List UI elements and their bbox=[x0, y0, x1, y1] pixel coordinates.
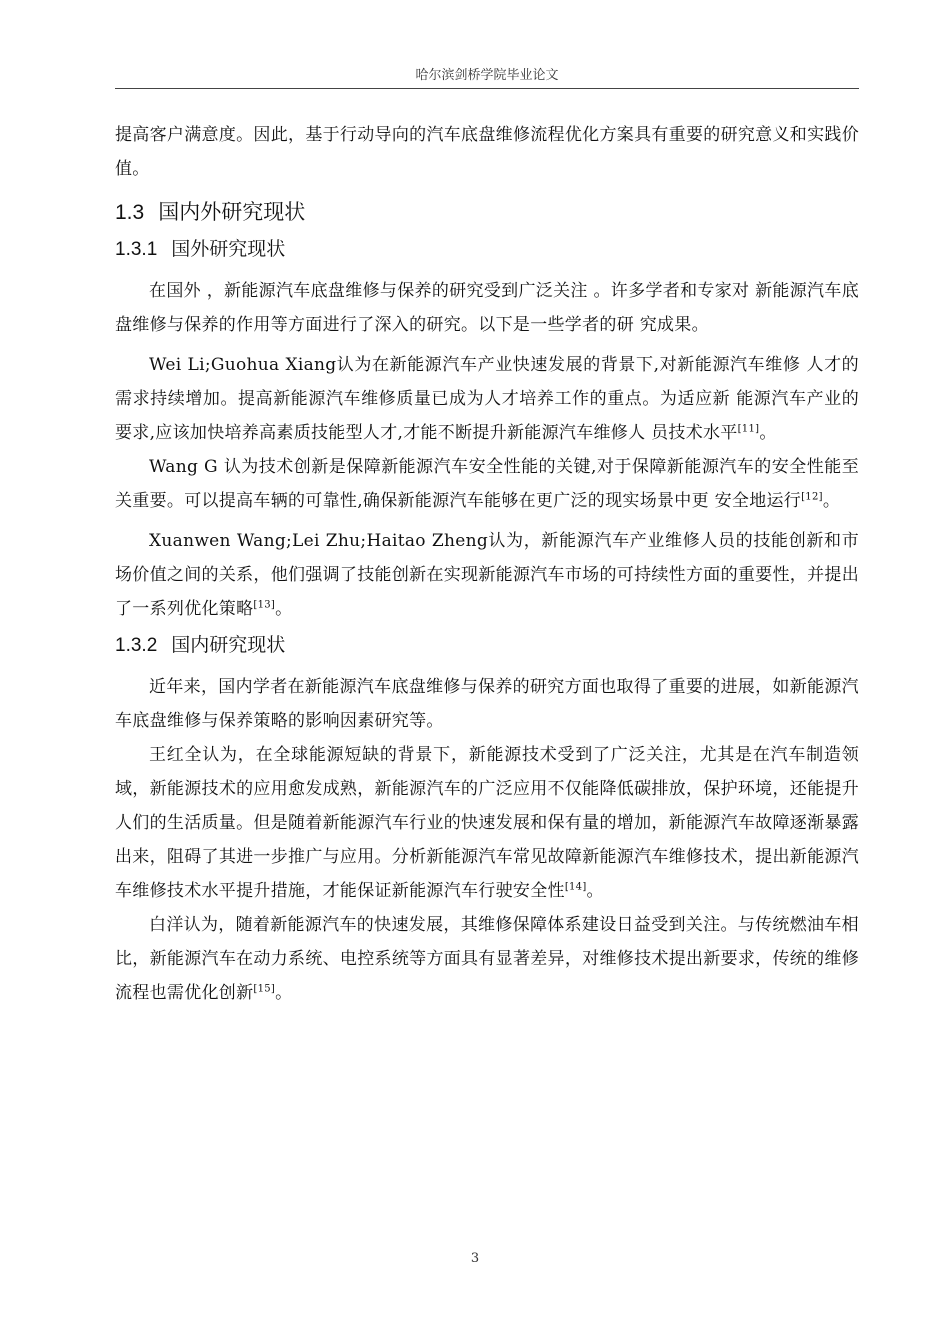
section-heading-1-3 bbox=[115, 198, 859, 228]
section-number: 1.3 bbox=[115, 201, 145, 224]
paragraph-text: Wei Li;Guohua Xiang认为在新能源汽车产业快速发展的背景下,对新能源汽车维修 人才的需求持续增加。提高新能源汽车维修质量已成为人才培养工作的重点。为适应新 能源汽车产业的要求,应该加快培养高素质技能型人才,才能不断提升新能源汽车维修人 员技术水平 bbox=[115, 355, 859, 443]
paragraph-text: Wang G 认为技术创新是保障新能源汽车安全性能的关键,对于保障新能源汽车的安全性能至关重要。可以提高车辆的可靠性,确保新能源汽车能够在更广泛的现实场景中更 安全地运行 bbox=[115, 457, 859, 511]
subsection-title: 国内研究现状 bbox=[171, 635, 286, 656]
paragraph-foreign-wei-li bbox=[115, 348, 859, 450]
paragraph-intro: 提高客户满意度。因此，基于行动导向的汽车底盘维修流程优化方案具有重要的研究意义和实践价值。 bbox=[115, 125, 859, 179]
subsection-title: 国外研究现状 bbox=[171, 239, 286, 260]
paragraph-domestic-overview: 近年来，国内学者在新能源汽车底盘维修与保养的研究方面也取得了重要的进展，如新能源汽车底盘维修与保养策略的影响因素研究等。 bbox=[115, 677, 859, 731]
subsection-heading-1-3-1 bbox=[115, 236, 859, 264]
running-header: 哈尔滨剑桥学院毕业论文 bbox=[415, 68, 559, 83]
paragraph-end: 。 bbox=[586, 881, 604, 901]
subsection-number: 1.3.1 bbox=[115, 239, 158, 260]
paragraph-end: 。 bbox=[759, 423, 777, 443]
page-number: 3 bbox=[470, 1251, 480, 1266]
paragraph-end: 。 bbox=[275, 983, 293, 1003]
paragraph-text: Xuanwen Wang;Lei Zhu;Haitao Zheng认为，新能源汽车产业维修人员的技能创新和市场价值之间的关系，他们强调了技能创新在实现新能源汽车市场的可持续性方面的重要性，并提出了一系列优化策略 bbox=[115, 531, 859, 619]
citation-ref: [15] bbox=[253, 983, 276, 995]
paragraph-end: 。 bbox=[275, 599, 293, 619]
paragraph-domestic-bai-yang bbox=[115, 908, 859, 1010]
subsection-heading-1-3-2 bbox=[115, 632, 859, 660]
header-divider bbox=[115, 88, 859, 89]
paragraph-foreign-wang-g bbox=[115, 450, 859, 518]
paragraph-foreign-xuanwen-wang bbox=[115, 524, 859, 626]
subsection-number: 1.3.2 bbox=[115, 635, 158, 656]
citation-ref: [11] bbox=[737, 423, 760, 435]
section-title: 国内外研究现状 bbox=[158, 201, 306, 224]
paragraph-end: 。 bbox=[822, 491, 841, 511]
citation-ref: [13] bbox=[253, 599, 276, 611]
paragraph-text: 白洋认为，随着新能源汽车的快速发展，其维修保障体系建设日益受到关注。与传统燃油车相比，新能源汽车在动力系统、电控系统等方面具有显著差异，对维修技术提出新要求，传统的维修流程也需优化创新 bbox=[115, 915, 859, 1003]
citation-ref: [12] bbox=[801, 491, 823, 503]
citation-ref: [14] bbox=[564, 881, 587, 893]
paragraph-domestic-wang-hongquan bbox=[115, 738, 859, 908]
paragraph-text: 王红全认为，在全球能源短缺的背景下，新能源技术受到了广泛关注，尤其是在汽车制造领域，新能源技术的应用愈发成熟，新能源汽车的广泛应用不仅能降低碳排放，保护环境，还能提升人们的生活质量。但是随着新能源汽车行业的快速发展和保有量的增加，新能源汽车故障逐渐暴露出来，阻碍了其进一步推广与应用。分析新能源汽车常见故障新能源汽车维修技术，提出新能源汽车维修技术水平提升措施，才能保证新能源汽车行驶安全性 bbox=[115, 745, 859, 901]
paragraph-foreign-overview: 在国外 ，新能源汽车底盘维修与保养的研究受到广泛关注 。许多学者和专家对 新能源汽车底盘维修与保养的作用等方面进行了深入的研究。以下是一些学者的研 究成果。 bbox=[115, 281, 859, 335]
page-body bbox=[115, 118, 859, 1010]
